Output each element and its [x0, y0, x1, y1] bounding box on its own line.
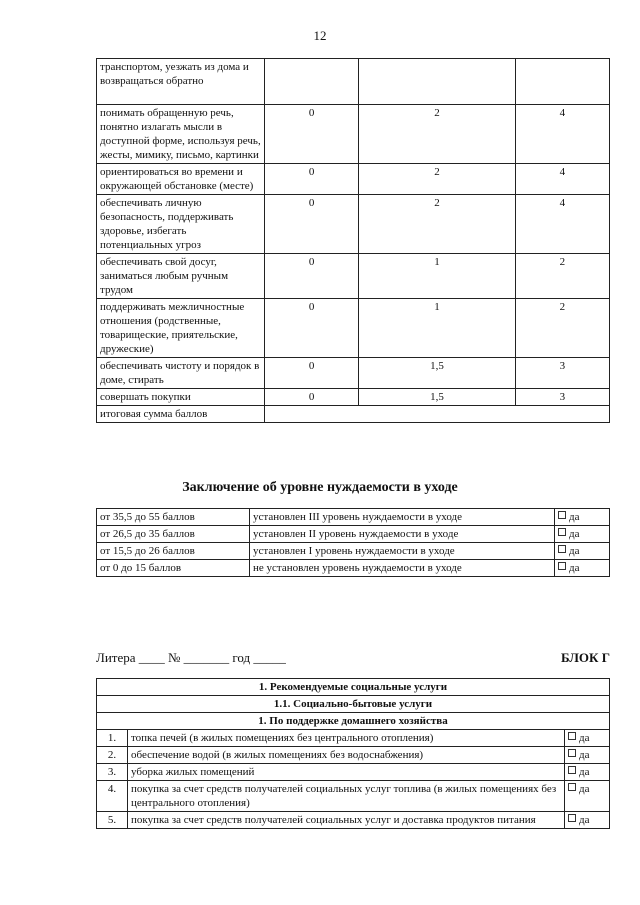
- table-row: [97, 59, 610, 105]
- score-1: 1: [359, 299, 515, 358]
- conclusion-table: [96, 508, 610, 577]
- level-text: установлен III уровень нуждаемости в уходе: [250, 509, 555, 526]
- ability-label: поддерживать межличностные отношения (родственные, товарищеские, приятельские, дружеские): [97, 299, 265, 358]
- table-row: [97, 764, 610, 781]
- header-household-support: 1. По поддержке домашнего хозяйства: [97, 713, 610, 730]
- table-row: [97, 560, 610, 577]
- ability-label: совершать покупки: [97, 389, 265, 406]
- checkbox-cell[interactable]: [565, 764, 610, 781]
- checkbox-cell[interactable]: [565, 730, 610, 747]
- score-2: 3: [515, 358, 609, 389]
- table-row: [97, 299, 610, 358]
- checkbox-cell[interactable]: [555, 543, 610, 560]
- checkbox-cell[interactable]: [565, 812, 610, 829]
- service-text: обеспечение водой (в жилых помещениях без водоснабжения): [128, 747, 565, 764]
- score-0: 0: [265, 389, 359, 406]
- score-2: 2: [515, 299, 609, 358]
- score-0: 0: [265, 254, 359, 299]
- score-2: 2: [515, 254, 609, 299]
- score-1: 1,5: [359, 389, 515, 406]
- score-2: 4: [515, 195, 609, 254]
- score-2: 4: [515, 105, 609, 164]
- table-row: [97, 543, 610, 560]
- score-0: 0: [265, 195, 359, 254]
- service-text: покупка за счет средств получателей социальных услуг топлива (в жилых помещениях без центрального отопления): [128, 781, 565, 812]
- checkbox-icon[interactable]: [568, 732, 576, 740]
- checkbox-icon[interactable]: [558, 511, 566, 519]
- ability-label: обеспечивать чистоту и порядок в доме, стирать: [97, 358, 265, 389]
- checkbox-cell[interactable]: [565, 781, 610, 812]
- table-row: [97, 105, 610, 164]
- checkbox-icon[interactable]: [568, 814, 576, 822]
- services-table: [96, 678, 610, 829]
- row-number: 4.: [97, 781, 128, 812]
- page-number: 12: [313, 28, 327, 43]
- score-0: 0: [265, 299, 359, 358]
- checkbox-cell[interactable]: [555, 560, 610, 577]
- checkbox-icon[interactable]: [568, 766, 576, 774]
- score-range: от 26,5 до 35 баллов: [97, 526, 250, 543]
- score-1: [359, 59, 515, 105]
- ability-label: ориентироваться во времени и окружающей обстановке (месте): [97, 164, 265, 195]
- litera-line: Литера ____ № _______ год _____: [96, 650, 286, 665]
- checkbox-icon[interactable]: [558, 528, 566, 536]
- section-header: [97, 713, 610, 730]
- score-0: 0: [265, 105, 359, 164]
- service-text: уборка жилых помещений: [128, 764, 565, 781]
- score-2: 3: [515, 389, 609, 406]
- row-number: 2.: [97, 747, 128, 764]
- ability-label: понимать обращенную речь, понятно излагать мысли в доступной форме, используя речь, жесты, мимику, письмо, картинки: [97, 105, 265, 164]
- checkbox-label: да: [569, 562, 580, 574]
- block-label: БЛОК Г: [560, 650, 610, 665]
- checkbox-label: да: [579, 749, 590, 761]
- checkbox-label: да: [569, 545, 580, 557]
- header-services: 1. Рекомендуемые социальные услуги: [97, 679, 610, 696]
- conclusion-heading: Заключение об уровне нуждаемости в уходе: [182, 480, 458, 495]
- checkbox-cell[interactable]: [565, 747, 610, 764]
- level-text: не установлен уровень нуждаемости в уходе: [250, 560, 555, 577]
- score-range: от 15,5 до 26 баллов: [97, 543, 250, 560]
- checkbox-icon[interactable]: [558, 562, 566, 570]
- checkbox-label: да: [569, 528, 580, 540]
- total-value-field[interactable]: [265, 406, 610, 423]
- score-2: [515, 59, 609, 105]
- table-row: [97, 812, 610, 829]
- total-label: итоговая сумма баллов: [97, 406, 265, 423]
- checkbox-cell[interactable]: [555, 509, 610, 526]
- score-1: 2: [359, 105, 515, 164]
- checkbox-icon[interactable]: [568, 783, 576, 791]
- table-row: [97, 254, 610, 299]
- checkbox-icon[interactable]: [568, 749, 576, 757]
- section-header: [97, 696, 610, 713]
- score-1: 2: [359, 164, 515, 195]
- checkbox-label: да: [569, 511, 580, 523]
- table-row: [97, 358, 610, 389]
- score-1: 1: [359, 254, 515, 299]
- section-header: [97, 679, 610, 696]
- ability-label: транспортом, уезжать из дома и возвращаться обратно: [97, 59, 265, 105]
- score-range: от 35,5 до 55 баллов: [97, 509, 250, 526]
- total-row: [97, 406, 610, 423]
- table-row: [97, 730, 610, 747]
- score-0: 0: [265, 164, 359, 195]
- scoring-table: [96, 58, 610, 423]
- ability-label: обеспечивать личную безопасность, поддерживать здоровье, избегать потенциальных угроз: [97, 195, 265, 254]
- score-2: 4: [515, 164, 609, 195]
- score-range: от 0 до 15 баллов: [97, 560, 250, 577]
- table-row: [97, 526, 610, 543]
- level-text: установлен I уровень нуждаемости в уходе: [250, 543, 555, 560]
- ability-label: обеспечивать свой досуг, заниматься любым ручным трудом: [97, 254, 265, 299]
- service-text: топка печей (в жилых помещениях без центрального отопления): [128, 730, 565, 747]
- checkbox-label: да: [579, 814, 590, 826]
- level-text: установлен II уровень нуждаемости в уходе: [250, 526, 555, 543]
- table-row: [97, 389, 610, 406]
- service-text: покупка за счет средств получателей социальных услуг и доставка продуктов питания: [128, 812, 565, 829]
- checkbox-label: да: [579, 766, 590, 778]
- table-row: [97, 781, 610, 812]
- checkbox-label: да: [579, 783, 590, 795]
- row-number: 5.: [97, 812, 128, 829]
- score-1: 1,5: [359, 358, 515, 389]
- header-social-household: 1.1. Социально-бытовые услуги: [97, 696, 610, 713]
- score-0: [265, 59, 359, 105]
- table-row: [97, 747, 610, 764]
- checkbox-icon[interactable]: [558, 545, 566, 553]
- score-0: 0: [265, 358, 359, 389]
- row-number: 3.: [97, 764, 128, 781]
- row-number: 1.: [97, 730, 128, 747]
- checkbox-label: да: [579, 732, 590, 744]
- score-1: 2: [359, 195, 515, 254]
- table-row: [97, 509, 610, 526]
- checkbox-cell[interactable]: [555, 526, 610, 543]
- table-row: [97, 164, 610, 195]
- table-row: [97, 195, 610, 254]
